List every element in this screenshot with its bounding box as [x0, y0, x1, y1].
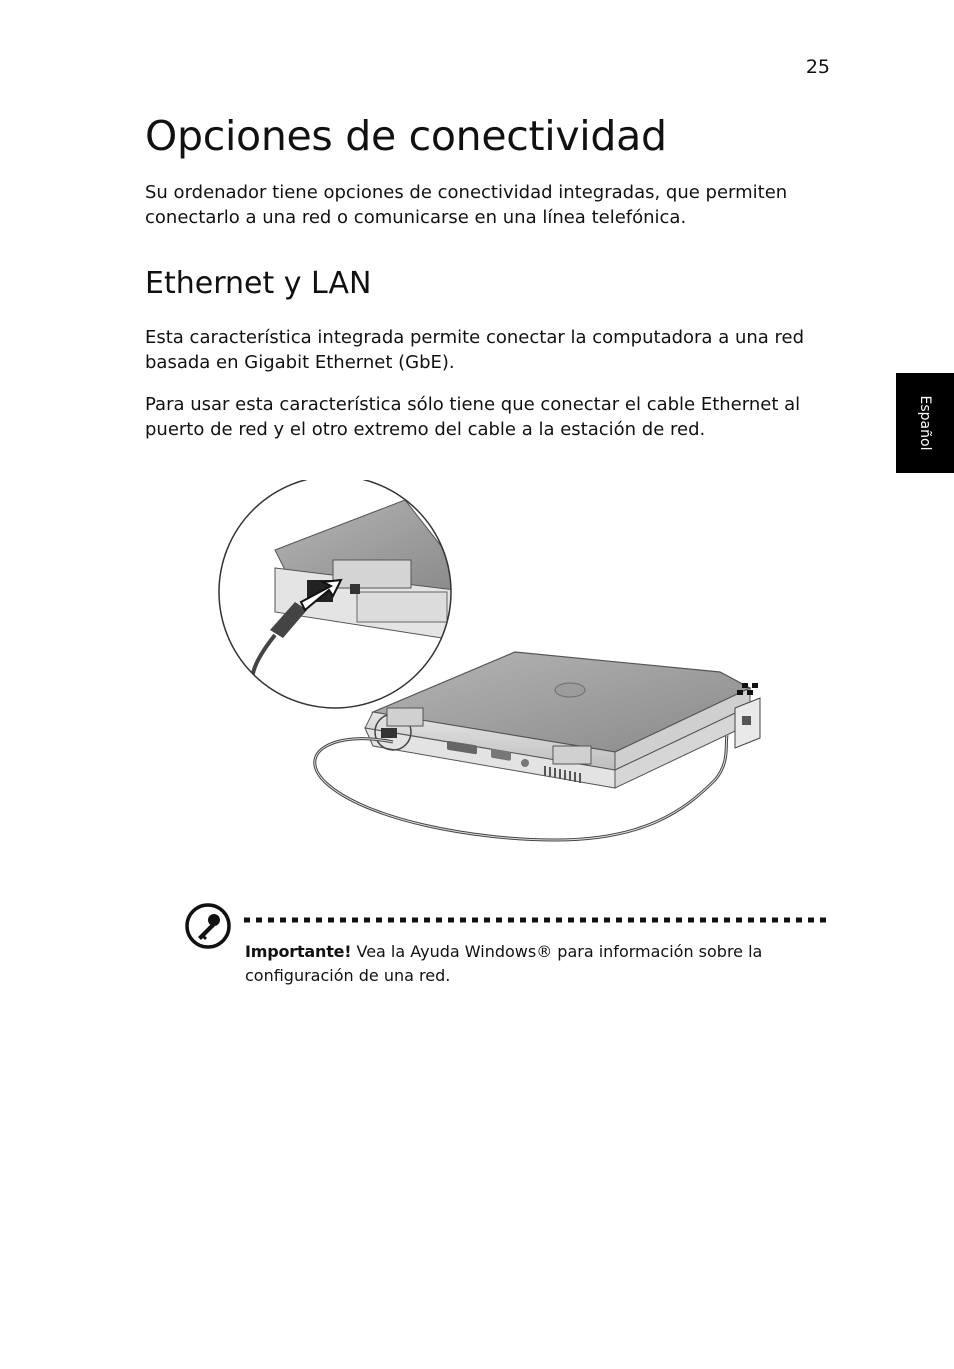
ethernet-paragraph-2: Para usar esta característica sólo tiene que conectar el cable Ethernet al puerto de red y el otro extremo del cable a la estación de red.	[145, 394, 801, 440]
page-title: Opciones de conectividad	[145, 112, 667, 160]
language-tab	[896, 373, 954, 473]
important-note	[245, 940, 835, 988]
important-note-text: Vea la Ayuda Windows® para información sobre la configuración de una red.	[245, 942, 763, 985]
section-heading: Ethernet y LAN	[145, 266, 372, 301]
ethernet-paragraph-1: Esta característica integrada permite conectar la computadora a una red basada en Gigabit Ethernet (GbE).	[145, 327, 805, 373]
important-label: Importante!	[245, 942, 352, 961]
magnified-port-inset	[219, 480, 460, 708]
network-wall-outlet	[735, 683, 760, 748]
page-number: 25	[805, 56, 830, 78]
laptop-drawing	[365, 652, 750, 788]
laptop-ethernet-illustration	[215, 480, 775, 850]
language-tab-label: Español	[917, 395, 933, 451]
intro-paragraph: Su ordenador tiene opciones de conectividad integradas, que permiten conectarlo a una red o comunicarse en una línea telefónica.	[145, 182, 788, 228]
key-icon	[184, 902, 232, 950]
note-divider	[244, 917, 829, 923]
